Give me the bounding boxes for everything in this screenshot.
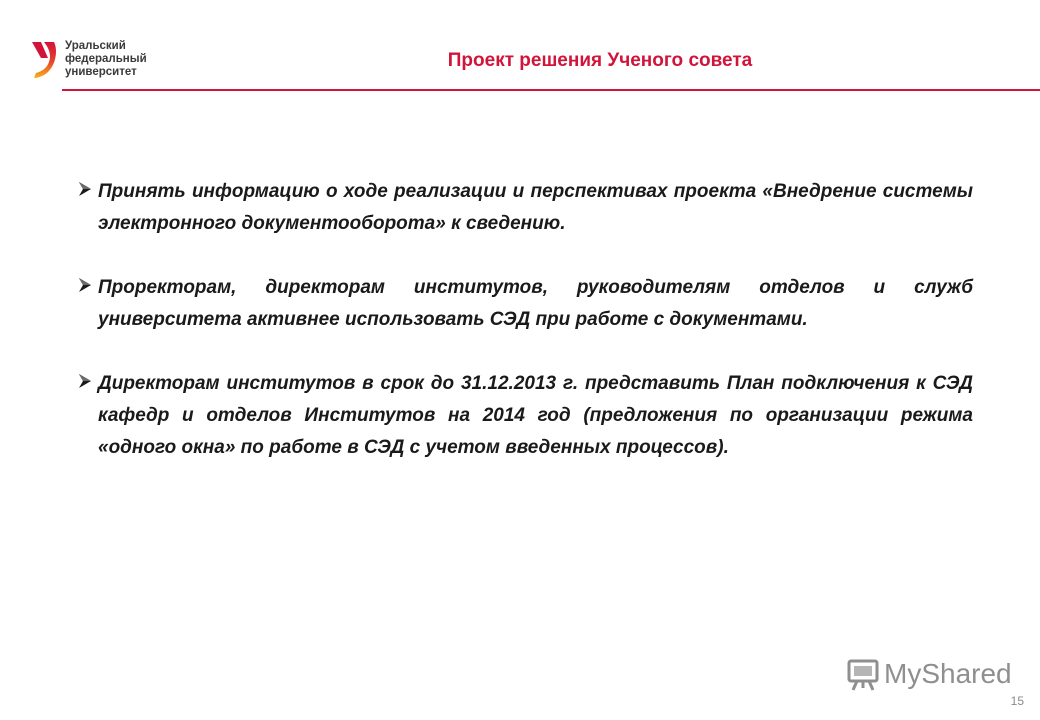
logo-line-3: университет [65,66,137,78]
arrowhead-bullet-icon [78,277,92,293]
list-item-text: Директорам институтов в срок до 31.12.2013 г. представить План подключения к СЭД кафедр и отделов Институтов на 2014 год (предложения по организации режима «одного окна» по работе в СЭД с учетом введенных процессов). [98,373,973,458]
list-item [78,176,973,240]
list-item [78,272,973,336]
list-item [78,368,973,464]
arrowhead-bullet-icon [78,373,92,389]
presentation-board-icon [846,658,880,692]
logo-line-1: Уральский [65,40,126,52]
slide-title: Проект решения Ученого совета [447,50,753,71]
header-divider [62,89,1040,91]
myshared-watermark [846,656,1012,694]
list-item-text: Принять информацию о ходе реализации и перспективах проекта «Внедрение системы электронного документооборота» к сведению. [98,181,973,234]
arrowhead-bullet-icon [78,181,92,197]
watermark-text: MyShared [884,658,1012,689]
logo-line-2: федеральный [65,53,147,65]
page-number: 15 [1010,694,1024,708]
decision-list [78,176,973,496]
university-logo-icon [30,40,60,80]
university-logo [30,40,180,82]
university-logo-text [65,40,147,79]
list-item-text: Проректорам, директорам институтов, руководителям отделов и служб университета активнее использовать СЭД при работе с документами. [98,277,973,330]
